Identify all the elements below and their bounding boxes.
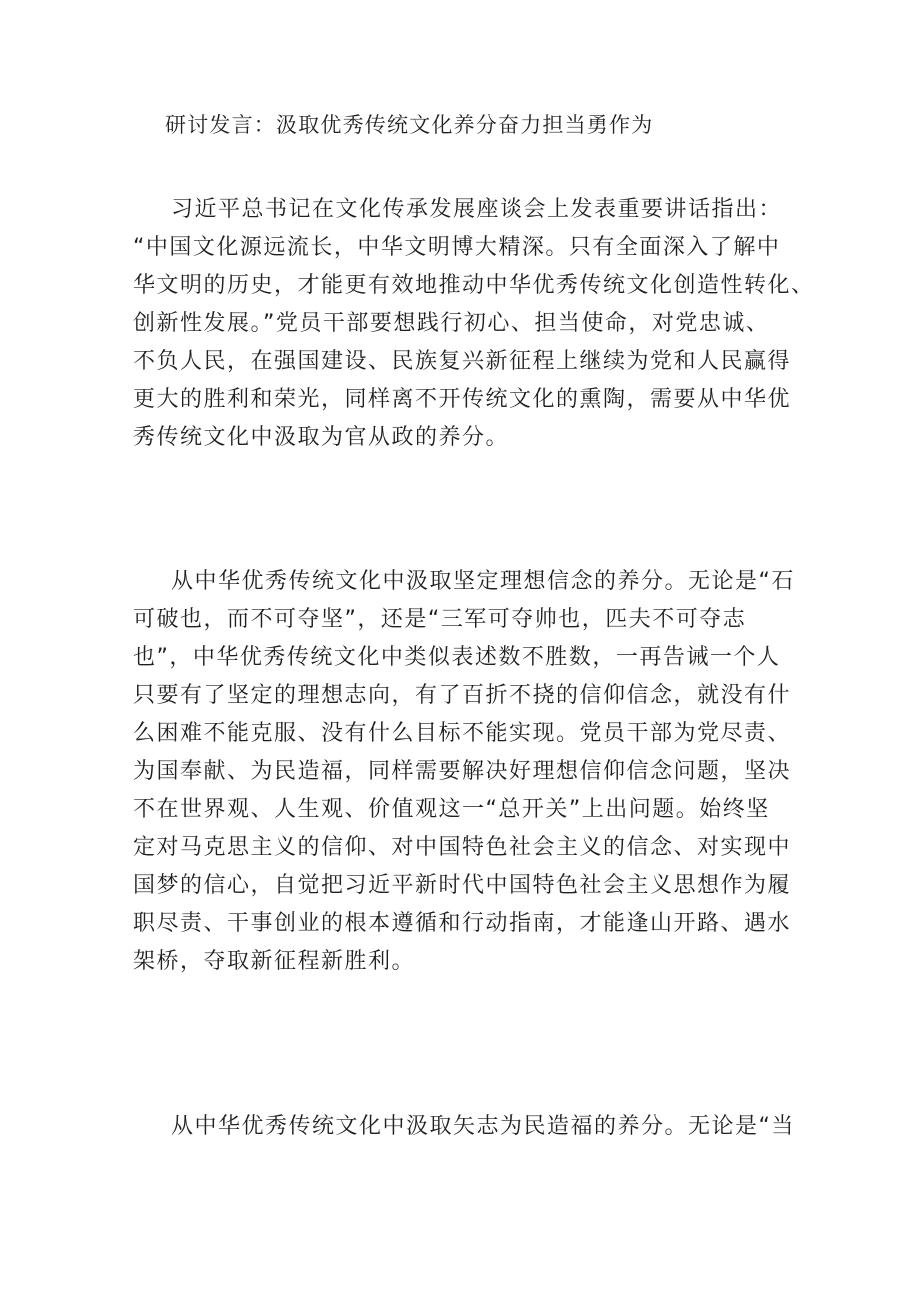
paragraph-line: 华文明的历史，才能更有效地推动中华优秀传统文化创造性转化、 — [133, 273, 815, 298]
paragraph-line: “中国文化源远流长，中华文明博大精深。只有全面深入了解中 — [133, 235, 781, 260]
paragraph-line: 只要有了坚定的理想志向，有了百折不挠的信仰信念，就没有什 — [133, 683, 792, 708]
paragraph-line: 秀传统文化中汲取为官从政的养分。 — [133, 425, 510, 450]
paragraph-line: 也”，中华优秀传统文化中类似表述数不胜数，一再告诫一个人 — [133, 645, 781, 670]
document-title: 研讨发言：汲取优秀传统文化养分奋力担当勇作为 — [165, 113, 654, 137]
paragraph-line: 架桥，夺取新征程新胜利。 — [133, 949, 416, 974]
paragraph-line: 更大的胜利和荣光，同样离不开传统文化的熏陶，需要从中华优 — [133, 387, 792, 412]
paragraph-line: 不负人民，在强国建设、民族复兴新征程上继续为党和人民赢得 — [133, 349, 792, 374]
paragraph-1 — [133, 191, 815, 457]
paragraph-line: 职尽责、干事创业的根本遵循和行动指南，才能逢山开路、遇水 — [133, 911, 792, 936]
paragraph-line: 从中华优秀传统文化中汲取坚定理想信念的养分。无论是“石 — [171, 569, 795, 594]
paragraph-line: 可破也，而不可夺坚”，还是“三军可夺帅也，匹夫不可夺志 — [133, 607, 747, 632]
paragraph-line: 习近平总书记在文化传承发展座谈会上发表重要讲话指出： — [171, 197, 783, 222]
paragraph-line: 从中华优秀传统文化中汲取矢志为民造福的养分。无论是“当 — [171, 1114, 795, 1139]
paragraph-line: 么困难不能克服、没有什么目标不能实现。党员干部为党尽责、 — [133, 721, 792, 746]
paragraph-line: 国梦的信心，自觉把习近平新时代中国特色社会主义思想作为履 — [133, 873, 792, 898]
paragraph-line: 定对马克思主义的信仰、对中国特色社会主义的信念、对实现中 — [133, 835, 792, 860]
paragraph-2 — [133, 563, 795, 981]
paragraph-3 — [133, 1108, 795, 1146]
paragraph-line: 不在世界观、人生观、价值观这一“总开关”上出问题。始终坚 — [133, 797, 770, 822]
paragraph-line: 为国奉献、为民造福，同样需要解决好理想信仰信念问题，坚决 — [133, 759, 792, 784]
paragraph-line: 创新性发展。”党员干部要想践行初心、担当使命，对党忠诚、 — [133, 311, 770, 336]
